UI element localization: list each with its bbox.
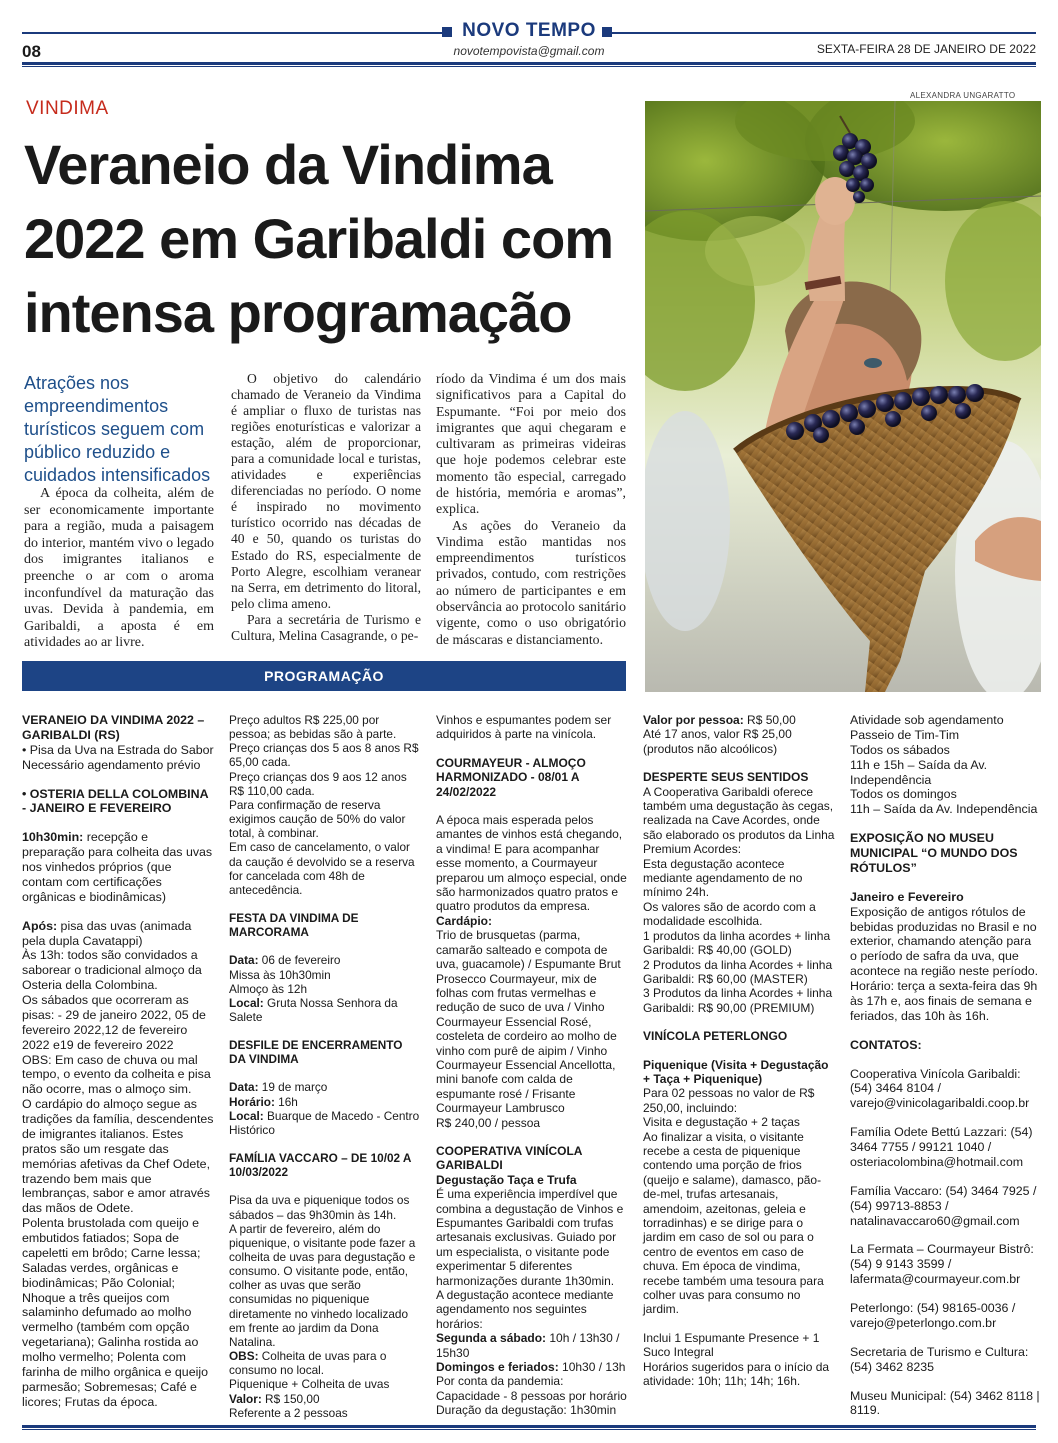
spacer	[850, 1053, 1040, 1067]
page-number: 08	[22, 42, 41, 61]
program-line: R$ 240,00 / pessoa	[436, 1115, 541, 1130]
program-line	[643, 713, 835, 727]
program-line: • Pisa da Uva na Estrada do Sabor	[22, 742, 214, 757]
headline	[24, 128, 639, 350]
program-line: Polenta brustolada com queijo e embutidos fatiados; Sopa de capeletti em brôdo; Carne lessa; Saladas verdes, orgânicas e biodinâmicas; Pão Colonial; Nhoque a três queijos com salaminho defumado ao molho vermelho (também com opção vegetariana); Galinha rostida ao molho vermelho; Polenta com farinha de milho orgânica e queijo parmesão; Sobremesas; Café e licores; Frutas da época.	[22, 1216, 208, 1409]
program-line: La Fermata – Courmayeur Bistrô: (54) 9 9143 3599 / lafermata@courmayeur.com.br	[850, 1242, 1034, 1287]
program-line: Exposição de antigos rótulos de bebidas produzidas no Brasil e no exterior, chamando atenção para o período de safra da uva, que acontece na região neste período.	[850, 904, 1039, 979]
program-line: Trio de brusquetas (parma, camarão salteado e compota de uva, guacamole) / Espumante Brut Prosecco Courmayeur, mix de folhas com frutas vermelhas e redução de suco de uva / Vinho Courmayeur Essencial Rosé, costeleta de cordeiro ao molho de vinho com purê de aipim / Vinho Courmayeur Essencial Ancellotta, mini banofe com calda de espumante rosé / Frisante Courmayeur Lambrusco	[436, 928, 621, 1116]
section-kicker: VINDIMA	[26, 98, 109, 119]
program-line: Horário: terça a sexta-feira das 9h às 17h e, aos finais de semana e feriados, das 10h às 16h.	[850, 979, 1038, 1023]
footer-rule	[22, 1425, 1036, 1428]
spacer	[850, 876, 1040, 890]
program-line	[229, 953, 421, 967]
program-line-label: Data:	[229, 1080, 259, 1095]
program-line: Às 13h: todos são convidados a saborear o tradicional almoço da Osteria della Colombina.	[22, 948, 202, 993]
program-line-label: 10h30min:	[22, 830, 84, 845]
programacao-column-1	[22, 713, 214, 1410]
article-column-2	[231, 371, 421, 644]
program-heading: VERANEIO DA VINDIMA 2022 – GARIBALDI (RS)	[22, 713, 205, 742]
program-line: Preço adultos R$ 225,00 por pessoa; as bebidas são à parte.	[229, 713, 397, 742]
spacer	[850, 1228, 1040, 1242]
photo-illustration	[645, 101, 1041, 692]
header-rule-thin	[22, 66, 1036, 67]
program-line	[229, 996, 421, 1024]
program-line-text: R$ 150,00	[261, 1391, 320, 1406]
spacer	[850, 817, 1040, 831]
program-line: A Cooperativa Garibaldi oferece também uma degustação às cegas, realizada na Cave Acordes, onde são elaborado os produtos da Linha Premium Acordes:	[643, 784, 835, 857]
spacer	[436, 799, 628, 813]
program-line: Peterlongo: (54) 98165-0036 / varejo@peterlongo.com.br	[850, 1301, 1016, 1330]
spacer	[22, 816, 214, 830]
subtitle: Atrações nos empreendimentos turísticos seguem com público reduzido e cuidados intensificados	[24, 373, 211, 485]
program-line: OBS: Em caso de chuva ou mal tempo, o evento da colheita e pisa não ocorre, mas o almoço sim.	[22, 1052, 211, 1097]
program-line-label: Local:	[229, 1108, 264, 1123]
program-line: É uma experiência imperdível que combina a degustação de Vinhos e Espumantes Garibaldi com trufas artesanais exclusivas. Guiado por um especialista, o visitante pode experimentar 5 diferentes harmonizações durante 1h30min.	[436, 1187, 624, 1288]
program-line-text: Gruta Nossa Senhora da Salete	[229, 995, 398, 1024]
article-paragraph: A época da colheita, além de ser economicamente importante para a região, muda a paisagem do interior, mantém vivo o legado dos imigrantes italianos e preenche o ar com o aroma inconfundível da maturação das uvas. Devida à pandemia, em Garibaldi, a aposta é em atividades ao ar livre.	[24, 486, 214, 651]
program-line: 1 produtos da linha acordes + linha Garibaldi: R$ 40,00 (GOLD)	[643, 928, 831, 958]
spacer	[229, 1024, 421, 1038]
program-line-text: 19 de março	[258, 1080, 328, 1095]
program-line-label: OBS:	[229, 1349, 259, 1364]
program-line	[229, 1392, 421, 1406]
program-line-label: Valor por pessoa:	[643, 713, 744, 727]
spacer	[229, 1137, 421, 1151]
program-heading: DESPERTE SEUS SENTIDOS	[643, 770, 809, 785]
article-paragraph: ríodo da Vindima é um dos mais significativos para a Capital do Espumante. “Foi por meio dos imigrantes que aqui chegaram e cultivaram as primeiras videiras que hoje podemos celebrar este momento tão especial, carregado de história, memória e aromas”, explica.	[436, 371, 626, 517]
article-column-1	[24, 486, 214, 652]
program-line: Horários sugeridos para o início da atividade: 10h; 11h; 14h; 16h.	[643, 1359, 830, 1389]
programacao-banner: PROGRAMAÇÃO	[22, 661, 626, 691]
spacer	[850, 1111, 1040, 1125]
program-heading: COOPERATIVA VINÍCOLA GARIBALDI	[436, 1143, 583, 1173]
program-line: Ao finalizar a visita, o visitante recebe a cesta de piquenique contendo uma porção de frios (queijo e salame), damasco, pão-de-mel, trufas artesanais, amendoim, azeitonas, geleia e torradinhas) e se dirige para o jardim em caso de sol ou para o centro de eventos em caso de chuva. Em época de vindima, recebe também uma tesoura para colher uvas para consumo no jardim.	[643, 1129, 824, 1317]
masthead-ornament-right	[602, 27, 612, 37]
program-heading: • OSTERIA DELLA COLOMBINA - JANEIRO E FEVEREIRO	[22, 786, 209, 816]
program-line: Para 02 pessoas no valor de R$ 250,00, incluindo:	[643, 1086, 815, 1115]
footer-rule-thin	[22, 1429, 1036, 1430]
newspaper-name: NOVO TEMPO	[462, 20, 596, 41]
spacer	[850, 1375, 1040, 1389]
program-line: 3 Produtos da linha Acordes + linha Garibaldi: R$ 90,00 (PREMIUM)	[643, 986, 833, 1015]
program-line: Por conta da pandemia: Capacidade - 8 pessoas por horário	[436, 1374, 627, 1403]
spacer	[643, 756, 835, 770]
program-line	[229, 1095, 421, 1109]
photo-credit: ALEXANDRA UNGARATTO	[910, 91, 1016, 100]
article-paragraph: Para a secretária de Turismo e Cultura, Melina Casagrande, o pe-	[231, 611, 421, 643]
program-line-label: Segunda a sábado:	[436, 1331, 547, 1346]
spacer	[229, 1066, 421, 1080]
article-column-3	[436, 371, 626, 648]
program-line	[436, 1331, 628, 1360]
programacao-column-3	[436, 713, 628, 1418]
program-line: Família Odete Bettú Lazzari: (54) 3464 7755 / 99121 1040 / osteriacolombina@hotmail.com	[850, 1125, 1033, 1169]
program-line: Atividade sob agendamento	[850, 713, 1004, 727]
program-line-text: 06 de fevereiro	[258, 953, 341, 968]
program-line: 11h e 15h – Saída da Av. Independência	[850, 757, 988, 787]
program-line: Até 17 anos, valor R$ 25,00 (produtos não alcoólicos)	[643, 727, 792, 756]
program-line: Referente a 2 pessoas	[229, 1405, 348, 1420]
spacer	[229, 1179, 421, 1193]
program-line: Almoço às 12h	[229, 981, 308, 996]
grape-harvest-photo	[645, 101, 1041, 692]
spacer	[22, 905, 214, 919]
program-line	[229, 1109, 421, 1137]
program-line: Para confirmação de reserva exigimos caução de 50% do valor total, à combinar.	[229, 797, 406, 841]
spacer	[643, 1317, 835, 1331]
program-line: O cardápio do almoço segue as tradições da família, descendentes de imigrantes italianos. Estes pratos são um resgate das memórias afetivas da Chef Odete, trazendo bem mais que lembranças, sabor e amor através das mãos de Odete.	[22, 1097, 214, 1216]
programacao-column-4	[643, 713, 835, 1388]
spacer	[850, 1287, 1040, 1301]
program-line-label: Domingos e feriados:	[436, 1360, 559, 1375]
program-line-label: Local:	[229, 995, 264, 1010]
program-line: Preço crianças dos 9 aos 12 anos R$ 110,00 cada.	[229, 769, 407, 798]
issue-date: SEXTA-FEIRA 28 DE JANEIRO DE 2022	[816, 42, 1036, 56]
program-line-text: Buarque de Macedo - Centro Histórico	[229, 1108, 420, 1137]
program-line-text: pisa das uvas (animada pela dupla Cavatappi)	[22, 918, 192, 948]
program-line: Em caso de cancelamento, o valor da caução é devolvido se a reserva for cancelada com 48h de antecedência.	[229, 840, 415, 897]
article-paragraph: As ações do Veraneio da Vindima estão mantidas nos empreendimentos turísticos privados, contudo, com restrições ao número de participantes e em observância ao protocolo sanitário vigente, como o uso obrigatório de máscaras e distanciamento.	[436, 517, 626, 647]
program-line-label: Após:	[22, 918, 58, 933]
headline-line-3: intensa programação	[24, 281, 572, 344]
program-line: Duração da degustação: 1h30min	[436, 1403, 617, 1418]
program-line-text: R$ 50,00	[743, 713, 796, 727]
programacao-column-5	[850, 713, 1040, 1418]
program-line	[436, 1360, 628, 1374]
article-paragraph: O objetivo do calendário chamado de Veraneio da Vindima é ampliar o fluxo de turistas nas regiões enoturísticas e valorizar a estação, além de proporcionar, para a comunidade local e turistas, atividades e experiências diferenciadas no período. O nome é inspirado no movimento turístico ocorrido nas décadas de 40 e 50, quando os turistas do Estado do RS, especialmente de Porto Alegre, escolhiam veranear na Serra, em detrimento do litoral, pelo clima ameno.	[231, 371, 421, 611]
program-line: Museu Municipal: (54) 3462 8118 | 8119.	[850, 1388, 1040, 1418]
program-line: Os sábados que ocorreram as pisas: - 29 de janeiro 2022, 05 de fevereiro 2022,12 de fevereiro 2022 e19 de fevereiro 2022	[22, 993, 206, 1052]
spacer	[850, 1170, 1040, 1184]
program-line: A degustação acontece mediante agendamento nos seguintes horários:	[436, 1288, 614, 1331]
program-line: A época mais esperada pelos amantes de vinhos está chegando, a vindima! E para acompanhar esse momento, a Courmayeur preparou um almoço especial, onde são harmonizados quatro pratos e quatro produtos da empresa.	[436, 813, 627, 914]
program-line: 2 Produtos da linha Acordes + linha Garibaldi: R$ 60,00 (MASTER)	[643, 957, 833, 986]
masthead-rule-right	[612, 32, 1036, 34]
program-line: Esta degustação acontece mediante agendamento de no mínimo 24h.	[643, 856, 803, 900]
program-line-label: Valor:	[229, 1391, 262, 1406]
program-line-text: 10h / 13h30 / 15h30	[436, 1331, 620, 1360]
spacer	[850, 1331, 1040, 1345]
program-line: Piquenique + Colheita de uvas	[229, 1377, 390, 1392]
program-line: Passeio de Tim-Tim	[850, 727, 960, 742]
program-line-text: recepção e preparação para colheita das uvas nos vinhedos próprios (que contam com certificações orgânicas e biodinâmicas)	[22, 830, 213, 904]
program-heading: Cardápio:	[436, 913, 493, 928]
spacer	[850, 1024, 1040, 1038]
program-line: Os valores são de acordo com a modalidade escolhida.	[643, 899, 816, 929]
programacao-column-2	[229, 713, 421, 1420]
program-line: A partir de fevereiro, além do piquenique, o visitante pode fazer a colheita de uvas para degustação e consumo. O visitante pode, então, colher as uvas que serão consumidas no piquenique diretamente no vinhedo localizado em frente ao jardim da Dona Natalina.	[229, 1221, 416, 1349]
program-heading: DESFILE DE ENCERRAMENTO DA VINDIMA	[229, 1038, 403, 1067]
program-line-text: 10h30 / 13h	[558, 1360, 626, 1375]
program-line-text: 16h	[274, 1094, 298, 1109]
program-line: Secretaria de Turismo e Cultura: (54) 3462 8235	[850, 1344, 1029, 1374]
headline-line-1: Veraneio da Vindima	[24, 133, 552, 196]
program-line	[229, 1349, 421, 1377]
program-line: Todos os domingos	[850, 787, 957, 802]
program-heading: Janeiro e Fevereiro	[850, 889, 964, 904]
spacer	[436, 742, 628, 756]
program-line	[22, 830, 214, 904]
program-line: Família Vaccaro: (54) 3464 7925 / (54) 99713-8853 / natalinavaccaro60@gmail.com	[850, 1183, 1037, 1228]
program-line: Visita e degustação + 2 taças	[643, 1115, 800, 1130]
program-line: Preço crianças dos 5 aos 8 anos R$ 65,00 cada.	[229, 741, 419, 770]
program-line-label: Data:	[229, 953, 259, 968]
program-line: Missa às 10h30min	[229, 967, 331, 982]
spacer	[643, 1015, 835, 1029]
program-heading: EXPOSIÇÃO NO MUSEU MUNICIPAL “O MUNDO DOS RÓTULOS”	[850, 831, 1018, 875]
program-heading: VINÍCOLA PETERLONGO	[643, 1029, 788, 1044]
program-line: Cooperativa Vinícola Garibaldi: (54) 3464 8104 / varejo@vinicolagaribaldi.coop.br	[850, 1066, 1030, 1111]
spacer	[643, 1044, 835, 1058]
program-heading: Degustação Taça e Trufa	[436, 1172, 577, 1187]
program-heading: COURMAYEUR - ALMOÇO HARMONIZADO - 08/01 A 24/02/2022	[436, 755, 586, 799]
headline-line-2: 2022 em Garibaldi com	[24, 207, 614, 270]
program-heading: FESTA DA VINDIMA DE MARCORAMA	[229, 911, 359, 940]
program-line	[22, 919, 214, 949]
program-line	[229, 1080, 421, 1094]
spacer	[22, 773, 214, 787]
program-heading: FAMÍLIA VACCARO – DE 10/02 A 10/03/2022	[229, 1151, 412, 1180]
program-heading: CONTATOS:	[850, 1037, 922, 1052]
program-line-label: Horário:	[229, 1094, 275, 1109]
program-line: Todos os sábados	[850, 742, 950, 757]
program-heading: Piquenique (Visita + Degustação + Taça + Piquenique)	[643, 1057, 829, 1086]
program-line: Pisa da uva e piquenique todos os sábados – das 9h30min às 14h.	[229, 1193, 410, 1222]
program-line: Vinhos e espumantes podem ser adquiridos à parte na vinícola.	[436, 713, 612, 742]
program-line: 11h – Saída da Av. Independência	[850, 802, 1038, 817]
spacer	[229, 939, 421, 953]
program-line: Necessário agendamento prévio	[22, 757, 201, 772]
spacer	[436, 1130, 628, 1144]
program-line-text: Colheita de uvas para o consumo no local.	[229, 1349, 387, 1378]
spacer	[229, 897, 421, 911]
masthead-email: novotempovista@gmail.com	[453, 44, 605, 58]
program-line: Inclui 1 Espumante Presence + 1 Suco Integral	[643, 1330, 820, 1360]
header-rule	[22, 62, 1036, 65]
